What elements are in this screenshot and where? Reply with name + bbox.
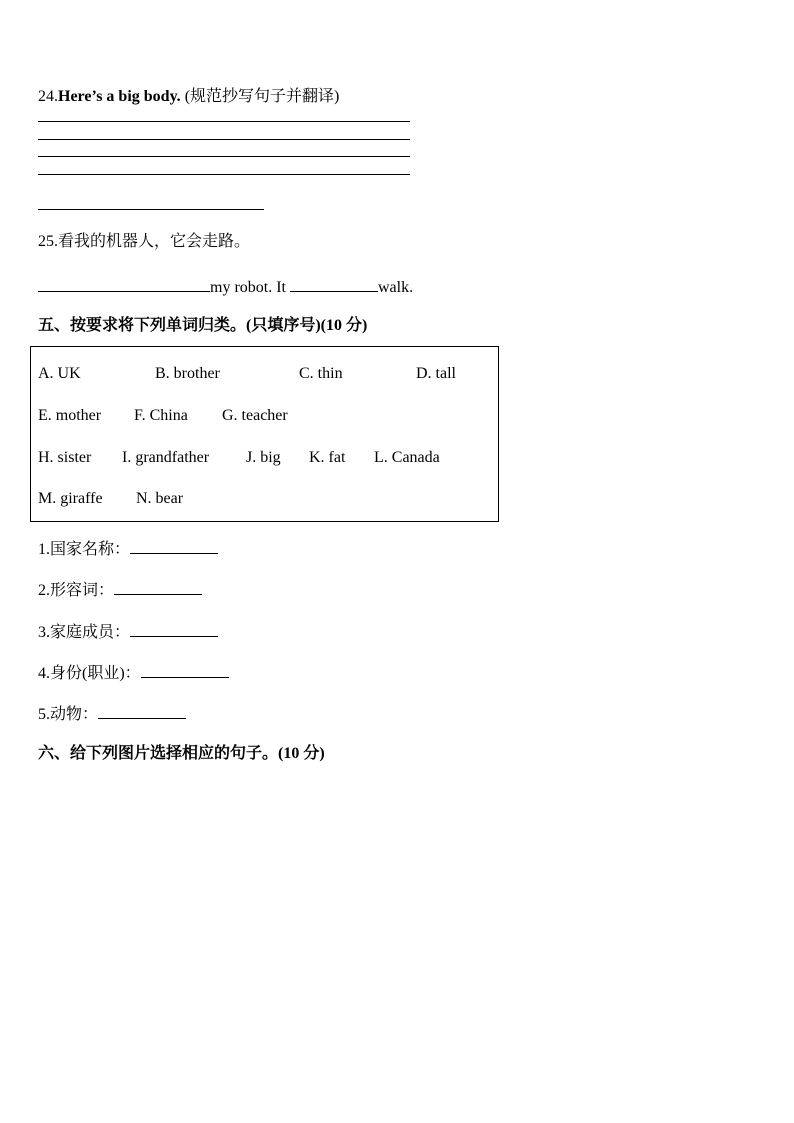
q25-part2: walk.	[378, 279, 414, 296]
q25-chinese: 看我的机器人，它会走路。	[58, 233, 251, 250]
category-5-blank[interactable]	[98, 702, 186, 719]
category-2	[38, 578, 202, 601]
option-i: I. grandfather	[122, 449, 210, 466]
option-m: M. giraffe	[38, 490, 103, 507]
category-4-label: 4.身份(职业)：	[38, 665, 141, 682]
word-options-box	[30, 346, 499, 522]
q24-instruction: (规范抄写句子并翻译)	[184, 88, 340, 105]
q25-fill-sentence	[38, 275, 413, 298]
option-j: J. big	[246, 449, 281, 466]
category-3-blank[interactable]	[130, 620, 218, 637]
option-a: A. UK	[38, 365, 81, 382]
category-1-blank[interactable]	[130, 537, 218, 554]
q24-answer-line-3[interactable]	[38, 156, 410, 157]
q24-answer-line-5[interactable]	[38, 209, 264, 210]
option-e: E. mother	[38, 407, 102, 424]
category-5	[38, 702, 186, 725]
q25-blank-1[interactable]	[38, 275, 210, 292]
category-1	[38, 537, 218, 560]
q25-number: 25.	[38, 233, 58, 250]
q24-answer-line-1[interactable]	[38, 121, 410, 122]
option-k: K. fat	[309, 449, 346, 466]
q25-part1: my robot. It	[210, 279, 286, 296]
category-3	[38, 620, 218, 643]
option-c: C. thin	[299, 365, 343, 382]
option-n: N. bear	[136, 490, 184, 507]
category-4-blank[interactable]	[141, 661, 229, 678]
q24-prompt	[38, 87, 339, 107]
option-b: B. brother	[155, 365, 220, 382]
category-2-label: 2.形容词：	[38, 582, 115, 599]
category-5-label: 5.动物：	[38, 706, 99, 723]
q25-blank-2[interactable]	[290, 275, 378, 292]
q25-prompt	[38, 232, 250, 252]
q24-answer-line-4[interactable]	[38, 174, 410, 175]
option-d: D. tall	[416, 365, 456, 382]
option-l: L. Canada	[374, 449, 440, 466]
q24-sentence: Here’s a big body.	[58, 88, 181, 105]
category-3-label: 3.家庭成员：	[38, 624, 131, 641]
section6-title: 六、给下列图片选择相应的句子。(10 分)	[38, 745, 325, 762]
category-4	[38, 661, 229, 684]
category-2-blank[interactable]	[114, 578, 202, 595]
category-1-label: 1.国家名称：	[38, 541, 131, 558]
option-g: G. teacher	[222, 407, 288, 424]
q24-number: 24.	[38, 88, 58, 105]
option-h: H. sister	[38, 449, 92, 466]
section5-title: 五、按要求将下列单词归类。(只填序号)(10 分)	[38, 317, 368, 334]
q24-answer-line-2[interactable]	[38, 139, 410, 140]
option-f: F. China	[134, 407, 188, 424]
